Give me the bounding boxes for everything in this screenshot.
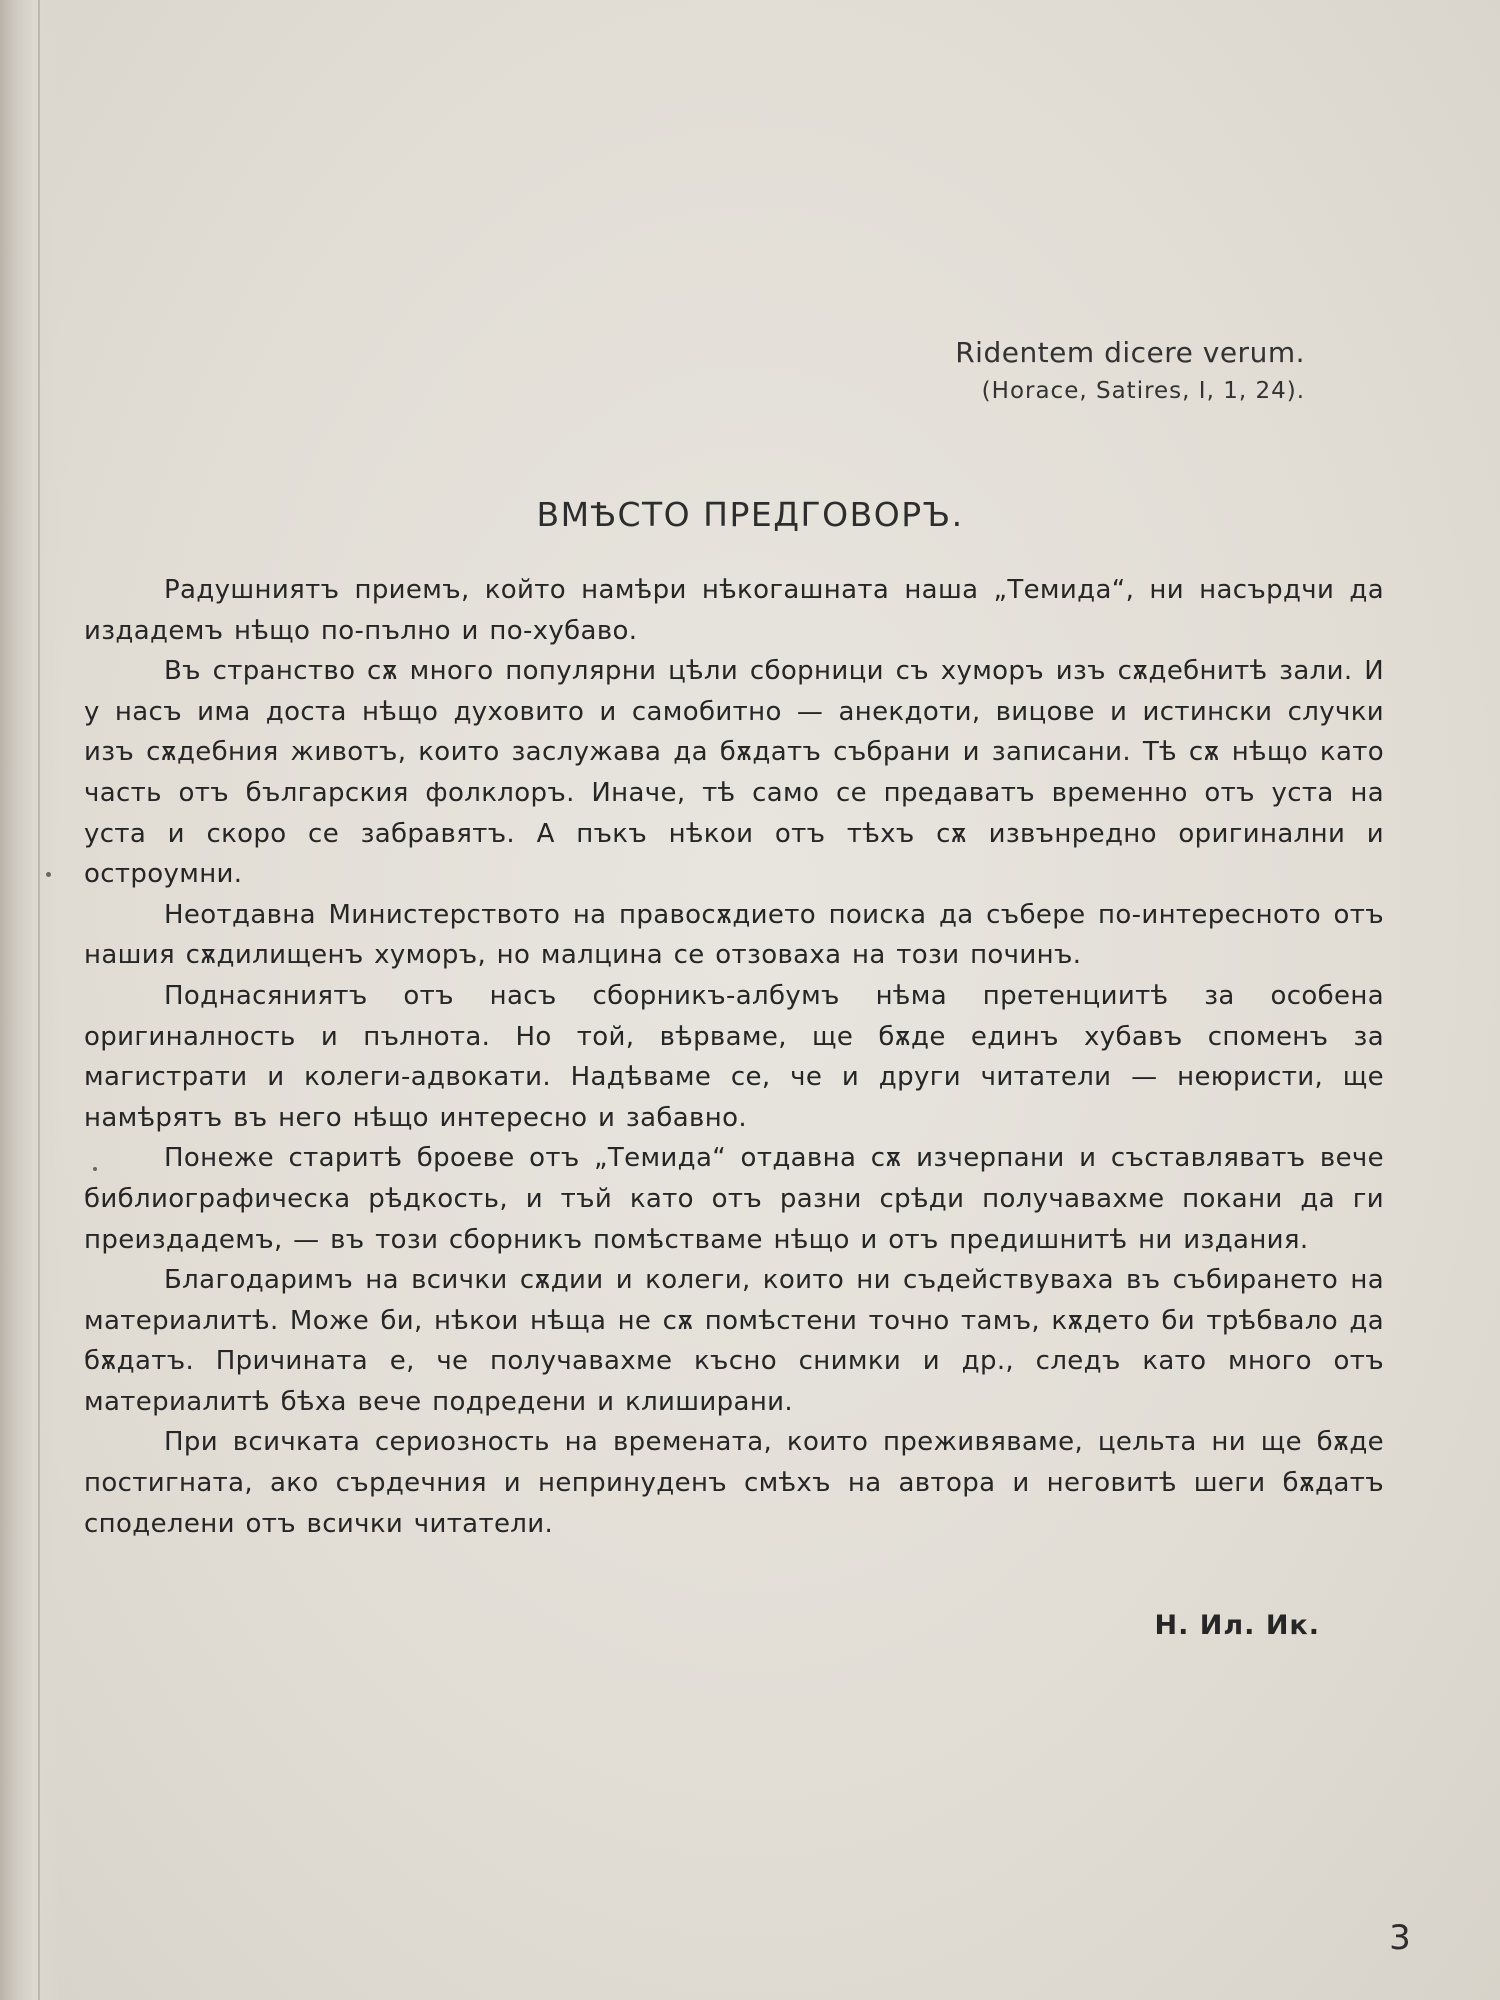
page-title: ВМѢСТО ПРЕДГОВОРЪ. [536, 495, 964, 534]
body-text [84, 570, 1384, 1544]
epigraph-quote: Ridentem dicere verum. [955, 336, 1305, 369]
paragraph-3: Неотдавна Министерството на правосѫдието поиска да събере по-интересното отъ нашия сѫдилищенъ хуморъ, но малцина се отзоваха на този починъ. [84, 899, 1384, 971]
paragraph-6: Благодаримъ на всички сѫдии и колеги, които ни съдействуваха въ събирането на материалитѣ. Може би, нѣкои нѣща не сѫ помѣстени точно тамъ, кѫдето би трѣбвало да бѫдатъ. Причината е, че получавахме късно снимки и др., следъ като много отъ материалитѣ бѣха вече подредени и клиширани. [84, 1265, 1384, 1417]
epigraph [880, 333, 1305, 409]
paper-speck [93, 1167, 97, 1171]
paper-speck [46, 872, 51, 877]
paragraph-1: Радушниятъ приемъ, който намѣри нѣкогашната наша „Темида“, ни насърдчи да издадемъ нѣщо по-пълно и по-хубаво. [84, 575, 1384, 646]
page-number: 3 [1389, 1918, 1411, 1958]
paragraph-2: Въ странство сѫ много популярни цѣли сборници съ хуморъ изъ сѫдебнитѣ зали. И у насъ има доста нѣщо духовито и самобитно — анекдоти, вицове и истински случки изъ сѫдебния животъ, които заслужава да бѫдатъ събрани и записани. Тѣ сѫ нѣщо като часть отъ българския фолклоръ. Иначе, тѣ само се предаватъ временно отъ уста на уста и скоро се забравятъ. А пъкъ нѣкои отъ тѣхъ сѫ извънредно оригинални и остроумни. [84, 656, 1384, 890]
paragraph-4: Поднасяниятъ отъ насъ сборникъ-албумъ нѣма претенциитѣ за особена оригиналность и пълнота. Но той, вѣрваме, ще бѫде единъ хубавъ споменъ за магистрати и колеги-адвокати. Надѣваме се, че и други читатели — неюристи, ще намѣрятъ въ него нѣщо интересно и забавно. [84, 980, 1384, 1133]
author-signature: Н. Ил. Ик. [1154, 1610, 1320, 1641]
gutter-fold-line [38, 0, 40, 2000]
gutter-shadow [0, 0, 60, 2000]
paragraph-5: Понеже старитѣ броеве отъ „Темида“ отдавна сѫ изчерпани и съставляватъ вече библиографическа рѣдкость, и тъй като отъ разни срѣди получавахме покани да ги преиздадемъ, — въ този сборникъ помѣстваме нѣщо и отъ предишнитѣ ни издания. [84, 1143, 1384, 1255]
epigraph-source: (Horace, Satires, I, 1, 24). [981, 378, 1305, 404]
paragraph-7: При всичката сериозность на времената, които преживяваме, цельта ни ще бѫде постигната, ако сърдечния и непринуденъ смѣхъ на автора и неговитѣ шеги бѫдатъ споделени отъ всички читатели. [84, 1427, 1384, 1539]
